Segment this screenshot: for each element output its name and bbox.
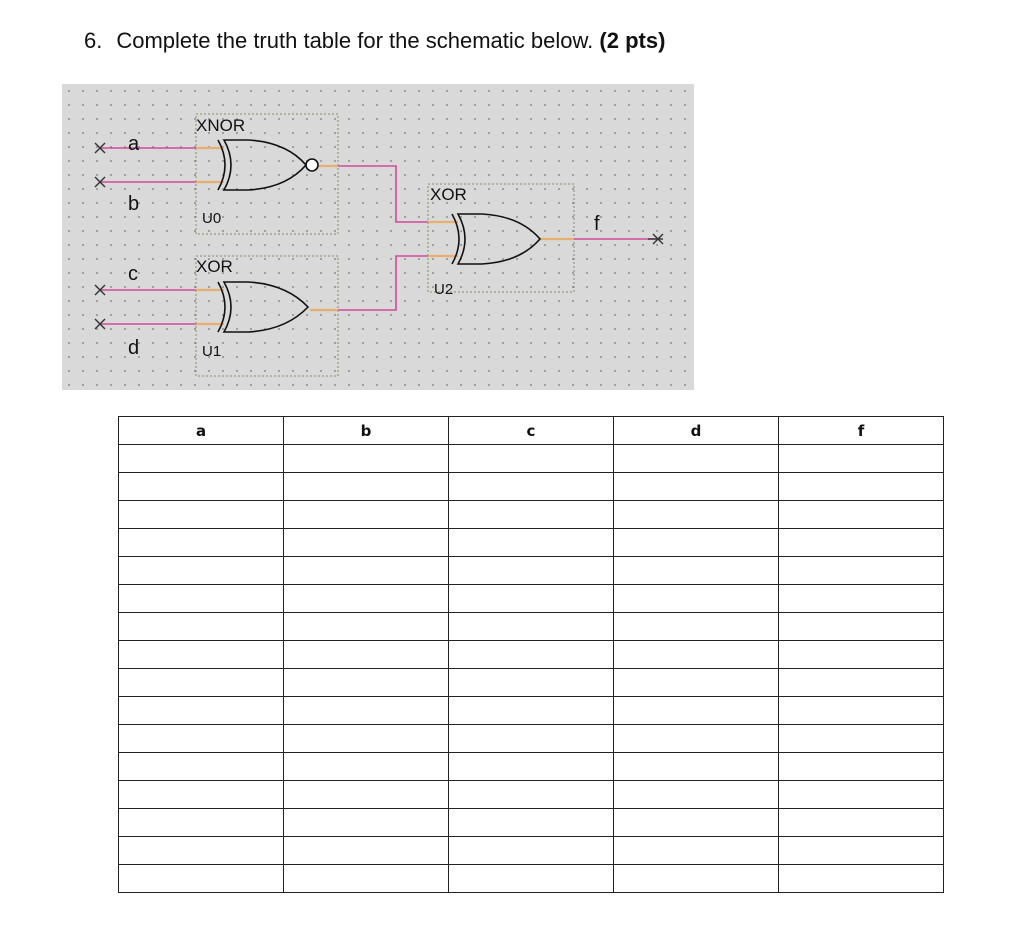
- table-cell-c[interactable]: [449, 613, 614, 641]
- table-cell-c[interactable]: [449, 697, 614, 725]
- table-cell-c[interactable]: [449, 781, 614, 809]
- table-cell-c[interactable]: [449, 445, 614, 473]
- table-cell-f[interactable]: [779, 865, 944, 893]
- table-cell-f[interactable]: [779, 613, 944, 641]
- table-cell-d[interactable]: [614, 445, 779, 473]
- table-cell-b[interactable]: [284, 641, 449, 669]
- question-number: 6.: [84, 28, 103, 53]
- table-cell-a[interactable]: [119, 781, 284, 809]
- input-label-d: d: [128, 337, 140, 359]
- table-cell-f[interactable]: [779, 725, 944, 753]
- question-text: [84, 28, 665, 54]
- header-c: c: [449, 417, 614, 445]
- table-cell-d[interactable]: [614, 753, 779, 781]
- table-cell-b[interactable]: [284, 445, 449, 473]
- table-cell-d[interactable]: [614, 697, 779, 725]
- gate-instance-u0: U0: [202, 210, 222, 227]
- table-cell-c[interactable]: [449, 753, 614, 781]
- table-cell-f[interactable]: [779, 585, 944, 613]
- table-cell-a[interactable]: [119, 753, 284, 781]
- table-cell-d[interactable]: [614, 585, 779, 613]
- question-prompt: Complete the truth table for the schematic below.: [116, 28, 594, 53]
- table-cell-f[interactable]: [779, 781, 944, 809]
- table-cell-b[interactable]: [284, 585, 449, 613]
- table-cell-f[interactable]: [779, 809, 944, 837]
- table-cell-a[interactable]: [119, 865, 284, 893]
- table-row: [119, 837, 944, 865]
- table-row: [119, 585, 944, 613]
- table-row: [119, 557, 944, 585]
- table-cell-a[interactable]: [119, 641, 284, 669]
- header-a: a: [119, 417, 284, 445]
- table-row: [119, 445, 944, 473]
- table-cell-c[interactable]: [449, 837, 614, 865]
- question-points: (2 pts): [599, 28, 666, 53]
- table-row: [119, 529, 944, 557]
- table-cell-c[interactable]: [449, 669, 614, 697]
- output-label-f: f: [594, 213, 600, 235]
- table-cell-f[interactable]: [779, 837, 944, 865]
- table-cell-b[interactable]: [284, 557, 449, 585]
- table-cell-d[interactable]: [614, 837, 779, 865]
- table-row: [119, 473, 944, 501]
- table-cell-f[interactable]: [779, 697, 944, 725]
- table-cell-a[interactable]: [119, 445, 284, 473]
- table-row: [119, 753, 944, 781]
- table-cell-f[interactable]: [779, 669, 944, 697]
- table-cell-b[interactable]: [284, 725, 449, 753]
- truth-table: [118, 416, 944, 893]
- table-cell-b[interactable]: [284, 837, 449, 865]
- table-cell-b[interactable]: [284, 473, 449, 501]
- table-row: [119, 613, 944, 641]
- table-cell-c[interactable]: [449, 585, 614, 613]
- table-cell-d[interactable]: [614, 641, 779, 669]
- table-cell-a[interactable]: [119, 697, 284, 725]
- table-row: [119, 865, 944, 893]
- table-cell-c[interactable]: [449, 473, 614, 501]
- table-cell-d[interactable]: [614, 725, 779, 753]
- table-cell-b[interactable]: [284, 781, 449, 809]
- table-cell-b[interactable]: [284, 865, 449, 893]
- table-cell-c[interactable]: [449, 641, 614, 669]
- table-cell-f[interactable]: [779, 753, 944, 781]
- table-row: [119, 669, 944, 697]
- table-cell-d[interactable]: [614, 557, 779, 585]
- table-cell-b[interactable]: [284, 697, 449, 725]
- input-label-a: a: [128, 133, 140, 155]
- truth-table-header: [119, 417, 944, 445]
- table-row: [119, 501, 944, 529]
- table-cell-f[interactable]: [779, 641, 944, 669]
- table-cell-d[interactable]: [614, 501, 779, 529]
- table-cell-f[interactable]: [779, 501, 944, 529]
- table-row: [119, 781, 944, 809]
- input-label-c: c: [128, 263, 138, 285]
- table-cell-f[interactable]: [779, 557, 944, 585]
- gate-type-u1: XOR: [196, 257, 233, 276]
- table-cell-b[interactable]: [284, 669, 449, 697]
- table-cell-f[interactable]: [779, 445, 944, 473]
- gate-type-u2: XOR: [430, 185, 467, 204]
- table-cell-c[interactable]: [449, 809, 614, 837]
- table-cell-a[interactable]: [119, 809, 284, 837]
- table-cell-d[interactable]: [614, 529, 779, 557]
- table-cell-a[interactable]: [119, 557, 284, 585]
- gate-instance-u1: U1: [202, 343, 222, 360]
- table-cell-b[interactable]: [284, 501, 449, 529]
- table-cell-a[interactable]: [119, 501, 284, 529]
- table-cell-b[interactable]: [284, 529, 449, 557]
- table-cell-b[interactable]: [284, 753, 449, 781]
- gate-type-u0: XNOR: [196, 116, 246, 135]
- table-cell-c[interactable]: [449, 725, 614, 753]
- table-row: [119, 809, 944, 837]
- table-cell-a[interactable]: [119, 529, 284, 557]
- table-cell-a[interactable]: [119, 669, 284, 697]
- table-cell-f[interactable]: [779, 529, 944, 557]
- input-label-b: b: [128, 193, 140, 215]
- header-f: f: [779, 417, 944, 445]
- header-b: b: [284, 417, 449, 445]
- header-d: d: [614, 417, 779, 445]
- table-cell-d[interactable]: [614, 613, 779, 641]
- table-row: [119, 725, 944, 753]
- table-cell-d[interactable]: [614, 865, 779, 893]
- table-cell-c[interactable]: [449, 865, 614, 893]
- table-cell-d[interactable]: [614, 809, 779, 837]
- table-cell-f[interactable]: [779, 473, 944, 501]
- table-cell-b[interactable]: [284, 809, 449, 837]
- table-cell-a[interactable]: [119, 585, 284, 613]
- gate-instance-u2: U2: [434, 281, 454, 298]
- table-cell-d[interactable]: [614, 781, 779, 809]
- table-cell-b[interactable]: [284, 613, 449, 641]
- table-cell-d[interactable]: [614, 669, 779, 697]
- table-row: [119, 697, 944, 725]
- table-cell-c[interactable]: [449, 529, 614, 557]
- table-cell-a[interactable]: [119, 837, 284, 865]
- table-cell-a[interactable]: [119, 473, 284, 501]
- table-row: [119, 641, 944, 669]
- table-cell-a[interactable]: [119, 613, 284, 641]
- table-cell-c[interactable]: [449, 557, 614, 585]
- schematic-diagram: [62, 84, 694, 390]
- table-cell-c[interactable]: [449, 501, 614, 529]
- table-cell-a[interactable]: [119, 725, 284, 753]
- table-cell-d[interactable]: [614, 473, 779, 501]
